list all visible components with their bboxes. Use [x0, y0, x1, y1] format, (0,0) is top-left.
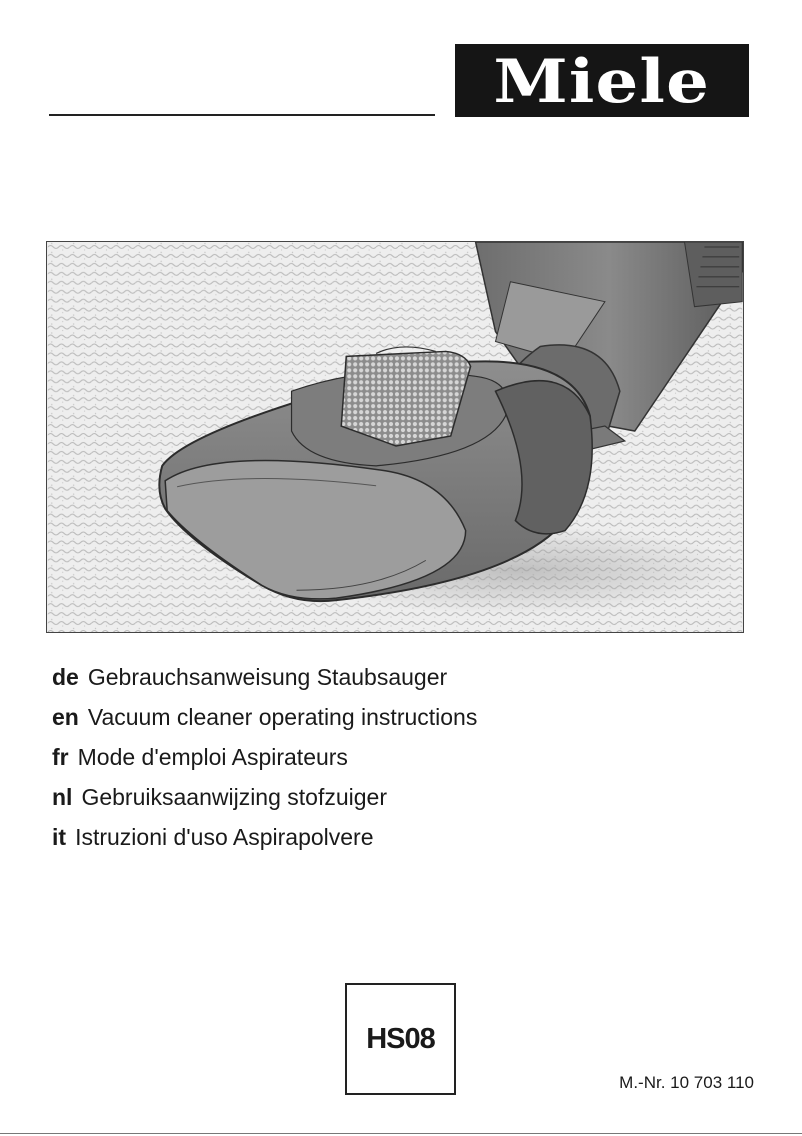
language-code: fr	[52, 744, 69, 770]
header-rule	[49, 114, 435, 116]
language-label: Gebruiksaanwijzing stofzuiger	[81, 784, 387, 810]
language-item-de	[52, 657, 477, 697]
material-number: M.-Nr. 10 703 110	[619, 1073, 754, 1092]
language-label: Gebrauchsanweisung Staubsauger	[87, 664, 448, 690]
logo-text: Miele	[493, 46, 711, 117]
language-item-en	[52, 697, 477, 737]
language-label: Vacuum cleaner operating instructions	[87, 704, 478, 730]
language-item-nl	[52, 777, 477, 817]
language-item-it	[52, 817, 477, 857]
vacuum-illustration-svg	[47, 242, 743, 632]
language-code: en	[52, 704, 79, 730]
floor-head-illustration	[46, 241, 744, 633]
footer-rule	[0, 1133, 802, 1134]
language-item-fr	[52, 737, 477, 777]
language-code: de	[52, 664, 79, 690]
language-code: it	[52, 824, 67, 850]
model-number: HS08	[366, 1022, 435, 1055]
language-list	[52, 657, 477, 857]
language-label: Istruzioni d'uso Aspirapolvere	[75, 824, 374, 850]
model-box	[345, 983, 456, 1095]
language-code: nl	[52, 784, 73, 810]
language-label: Mode d'emploi Aspirateurs	[77, 744, 348, 770]
miele-logo	[455, 44, 749, 117]
